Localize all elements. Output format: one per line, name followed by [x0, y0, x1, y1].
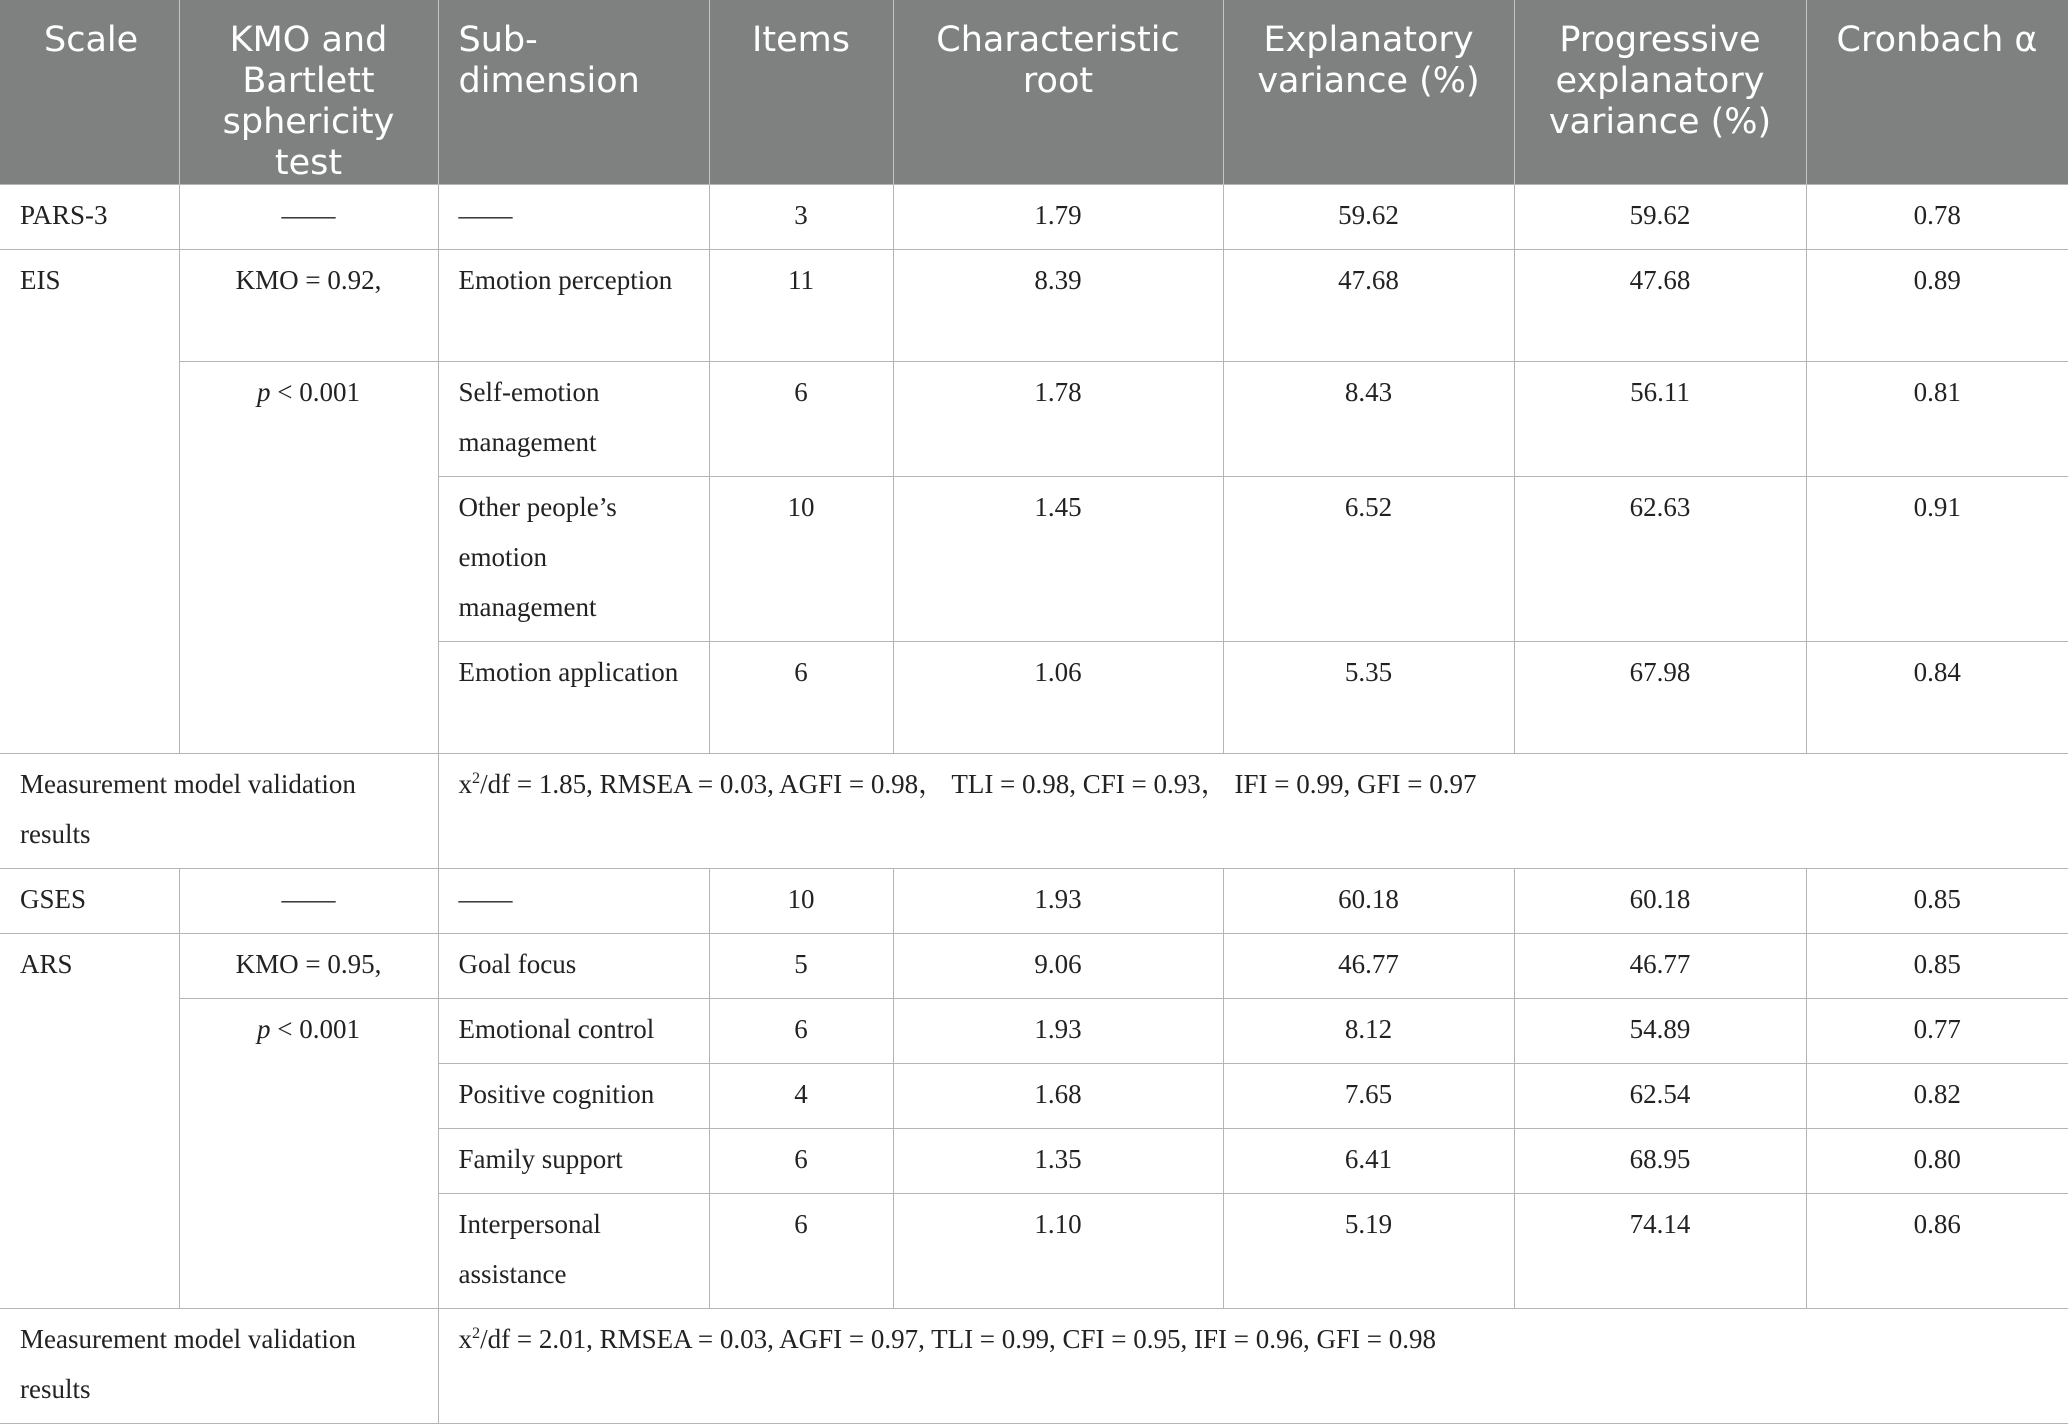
progressive-variance-cell: 68.95	[1514, 1129, 1806, 1194]
items-cell: 6	[709, 362, 893, 477]
fit-chi-superscript: 2	[472, 1324, 481, 1342]
root-cell: 9.06	[893, 934, 1223, 999]
table-row	[0, 185, 2068, 250]
items-cell: 6	[709, 1194, 893, 1309]
alpha-cell: 0.82	[1806, 1064, 2068, 1129]
progressive-variance-cell: 62.54	[1514, 1064, 1806, 1129]
variance-cell: 8.12	[1223, 999, 1514, 1064]
subdimension-cell: Emotion perception	[438, 250, 709, 362]
col-header-scale: Scale	[0, 0, 179, 185]
root-cell: 1.35	[893, 1129, 1223, 1194]
variance-cell: 47.68	[1223, 250, 1514, 362]
progressive-variance-cell: 74.14	[1514, 1194, 1806, 1309]
model-fit-values	[438, 1309, 2068, 1424]
alpha-cell: 0.81	[1806, 362, 2068, 477]
table-row	[0, 999, 2068, 1064]
alpha-cell: 0.78	[1806, 185, 2068, 250]
progressive-variance-cell: 54.89	[1514, 999, 1806, 1064]
progressive-variance-cell: 56.11	[1514, 362, 1806, 477]
variance-cell: 5.35	[1223, 642, 1514, 754]
root-cell: 1.10	[893, 1194, 1223, 1309]
alpha-cell: 0.77	[1806, 999, 2068, 1064]
alpha-cell: 0.80	[1806, 1129, 2068, 1194]
scale-cell: GSES	[0, 869, 179, 934]
subdimension-cell: Self-emotion management	[438, 362, 709, 477]
subdimension-cell: Goal focus	[438, 934, 709, 999]
subdimension-cell: Positive cognition	[438, 1064, 709, 1129]
alpha-cell: 0.86	[1806, 1194, 2068, 1309]
model-fit-label: Measurement model validation results	[0, 754, 438, 869]
header-row	[0, 0, 2068, 185]
subdimension-cell: Emotional control	[438, 999, 709, 1064]
fit-chi-symbol: x	[458, 769, 472, 799]
p-value-text: < 0.001	[270, 1014, 360, 1044]
alpha-cell: 0.84	[1806, 642, 2068, 754]
variance-cell: 60.18	[1223, 869, 1514, 934]
root-cell: 1.79	[893, 185, 1223, 250]
root-cell: 1.93	[893, 999, 1223, 1064]
fit-indices-text: /df = 1.85, RMSEA = 0.03, AGFI = 0.98， TLI = 0.98, CFI = 0.93， IFI = 0.99, GFI = 0.97	[480, 769, 1477, 799]
col-header-progressive-variance: Progressive explanatory variance (%)	[1514, 0, 1806, 185]
fit-indices-text: /df = 2.01, RMSEA = 0.03, AGFI = 0.97, TLI = 0.99, CFI = 0.95, IFI = 0.96, GFI = 0.98	[480, 1324, 1436, 1354]
scale-cell: PARS-3	[0, 185, 179, 250]
col-header-kmo: KMO and Bartlett sphericity test	[179, 0, 438, 185]
kmo-cell: ——	[179, 869, 438, 934]
items-cell: 11	[709, 250, 893, 362]
root-cell: 1.68	[893, 1064, 1223, 1129]
variance-cell: 59.62	[1223, 185, 1514, 250]
subdimension-cell: Interpersonal assistance	[438, 1194, 709, 1309]
kmo-cell: KMO = 0.92,	[179, 250, 438, 362]
variance-cell: 6.52	[1223, 477, 1514, 642]
root-cell: 1.93	[893, 869, 1223, 934]
progressive-variance-cell: 67.98	[1514, 642, 1806, 754]
alpha-cell: 0.85	[1806, 869, 2068, 934]
table-row	[0, 869, 2068, 934]
model-fit-row	[0, 754, 2068, 869]
model-fit-label: Measurement model validation results	[0, 1309, 438, 1424]
items-cell: 6	[709, 1129, 893, 1194]
subdimension-cell: ——	[438, 869, 709, 934]
col-header-explanatory-variance: Explanatory variance (%)	[1223, 0, 1514, 185]
items-cell: 5	[709, 934, 893, 999]
root-cell: 8.39	[893, 250, 1223, 362]
items-cell: 6	[709, 999, 893, 1064]
items-cell: 10	[709, 869, 893, 934]
progressive-variance-cell: 46.77	[1514, 934, 1806, 999]
subdimension-cell: Other people’s emotion management	[438, 477, 709, 642]
items-cell: 3	[709, 185, 893, 250]
variance-cell: 5.19	[1223, 1194, 1514, 1309]
variance-cell: 8.43	[1223, 362, 1514, 477]
subdimension-cell: Emotion application	[438, 642, 709, 754]
scale-cell: EIS	[0, 250, 179, 754]
alpha-cell: 0.91	[1806, 477, 2068, 642]
alpha-cell: 0.89	[1806, 250, 2068, 362]
items-cell: 4	[709, 1064, 893, 1129]
table-row	[0, 362, 2068, 477]
col-header-items: Items	[709, 0, 893, 185]
col-header-cronbach-alpha: Cronbach α	[1806, 0, 2068, 185]
subdimension-cell: Family support	[438, 1129, 709, 1194]
progressive-variance-cell: 59.62	[1514, 185, 1806, 250]
alpha-cell: 0.85	[1806, 934, 2068, 999]
fit-chi-symbol: x	[458, 1324, 472, 1354]
model-fit-values	[438, 754, 2068, 869]
kmo-cell: ——	[179, 185, 438, 250]
p-symbol: p	[257, 1014, 271, 1044]
progressive-variance-cell: 47.68	[1514, 250, 1806, 362]
items-cell: 6	[709, 642, 893, 754]
p-symbol: p	[257, 377, 271, 407]
root-cell: 1.78	[893, 362, 1223, 477]
col-header-subdimension: Sub-dimension	[438, 0, 709, 185]
fit-chi-superscript: 2	[472, 769, 481, 787]
scale-cell: ARS	[0, 934, 179, 1309]
p-value-cell	[179, 999, 438, 1309]
progressive-variance-cell: 60.18	[1514, 869, 1806, 934]
root-cell: 1.06	[893, 642, 1223, 754]
table-row	[0, 934, 2068, 999]
items-cell: 10	[709, 477, 893, 642]
p-value-cell	[179, 362, 438, 754]
subdimension-cell: ——	[438, 185, 709, 250]
col-header-characteristic-root: Characteristic root	[893, 0, 1223, 185]
model-fit-row	[0, 1309, 2068, 1424]
progressive-variance-cell: 62.63	[1514, 477, 1806, 642]
variance-cell: 6.41	[1223, 1129, 1514, 1194]
variance-cell: 46.77	[1223, 934, 1514, 999]
variance-cell: 7.65	[1223, 1064, 1514, 1129]
root-cell: 1.45	[893, 477, 1223, 642]
kmo-cell: KMO = 0.95,	[179, 934, 438, 999]
table-row	[0, 250, 2068, 362]
p-value-text: < 0.001	[270, 377, 360, 407]
